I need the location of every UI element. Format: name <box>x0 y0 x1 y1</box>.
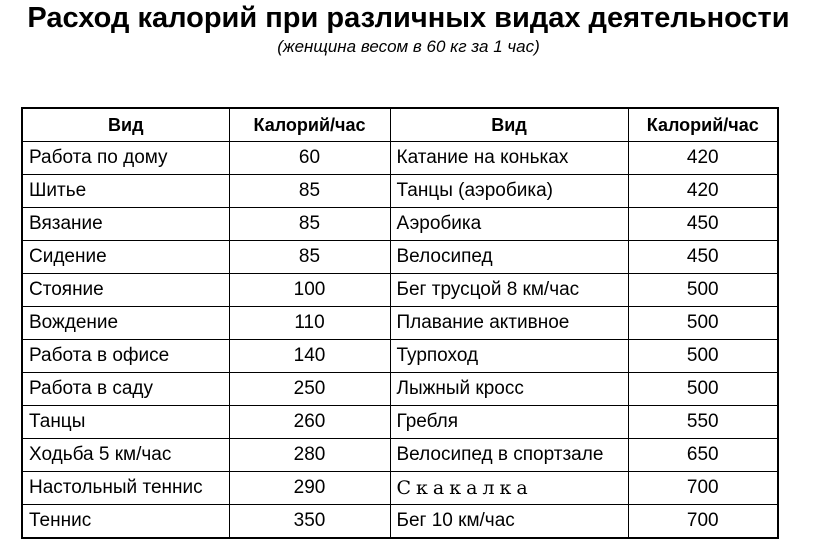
activity-name: Настольный теннис <box>22 472 229 505</box>
calories-value: 280 <box>229 439 390 472</box>
activity-name: Работа в офисе <box>22 340 229 373</box>
table-row <box>22 406 778 439</box>
activity-name: Вязание <box>22 208 229 241</box>
calories-value: 85 <box>229 241 390 274</box>
table-row <box>22 241 778 274</box>
header-activity-right: Вид <box>390 108 628 142</box>
activity-name: Аэробика <box>390 208 628 241</box>
calories-value: 350 <box>229 505 390 539</box>
activity-name: Ходьба 5 км/час <box>22 439 229 472</box>
activity-name: Турпоход <box>390 340 628 373</box>
activity-name: Сидение <box>22 241 229 274</box>
activity-name: Катание на коньках <box>390 142 628 175</box>
activity-name: Работа в саду <box>22 373 229 406</box>
header-calories-right: Калорий/час <box>628 108 778 142</box>
calories-value: 650 <box>628 439 778 472</box>
table-row <box>22 340 778 373</box>
page-title: Расход калорий при различных видах деятельности <box>27 2 790 34</box>
page-subtitle: (женщина весом в 60 кг за 1 час) <box>277 37 540 56</box>
table-row <box>22 208 778 241</box>
calories-value: 500 <box>628 340 778 373</box>
activity-name: Плавание активное <box>390 307 628 340</box>
calories-value: 420 <box>628 175 778 208</box>
calories-value: 500 <box>628 274 778 307</box>
calories-value: 700 <box>628 505 778 539</box>
table-row <box>22 175 778 208</box>
header-calories-left: Калорий/час <box>229 108 390 142</box>
calories-value: 500 <box>628 373 778 406</box>
table-row <box>22 373 778 406</box>
calories-value: 140 <box>229 340 390 373</box>
calories-value: 100 <box>229 274 390 307</box>
calories-table <box>21 107 779 539</box>
activity-name: Работа по дому <box>22 142 229 175</box>
table-row <box>22 439 778 472</box>
calories-value: 290 <box>229 472 390 505</box>
calories-value: 500 <box>628 307 778 340</box>
calories-value: 85 <box>229 208 390 241</box>
activity-name: Бег трусцой 8 км/час <box>390 274 628 307</box>
calories-value: 260 <box>229 406 390 439</box>
table-header-row <box>22 108 778 142</box>
calories-value: 700 <box>628 472 778 505</box>
activity-name: Велосипед <box>390 241 628 274</box>
activity-name: Вождение <box>22 307 229 340</box>
activity-name: Лыжный кросс <box>390 373 628 406</box>
calories-value: 450 <box>628 208 778 241</box>
activity-name: Танцы (аэробика) <box>390 175 628 208</box>
table-row <box>22 307 778 340</box>
table-row <box>22 274 778 307</box>
table-row <box>22 472 778 505</box>
calories-value: 110 <box>229 307 390 340</box>
activity-name: Стояние <box>22 274 229 307</box>
calories-value: 250 <box>229 373 390 406</box>
activity-name: Гребля <box>390 406 628 439</box>
activity-name: Шитье <box>22 175 229 208</box>
activity-name: Скакалка <box>390 472 628 505</box>
activity-name: Велосипед в спортзале <box>390 439 628 472</box>
calories-value: 420 <box>628 142 778 175</box>
calories-value: 450 <box>628 241 778 274</box>
calories-value: 550 <box>628 406 778 439</box>
table-row <box>22 505 778 539</box>
table-row <box>22 142 778 175</box>
activity-name: Теннис <box>22 505 229 539</box>
activity-name: Танцы <box>22 406 229 439</box>
calories-value: 60 <box>229 142 390 175</box>
calories-value: 85 <box>229 175 390 208</box>
activity-name: Бег 10 км/час <box>390 505 628 539</box>
header-activity-left: Вид <box>22 108 229 142</box>
